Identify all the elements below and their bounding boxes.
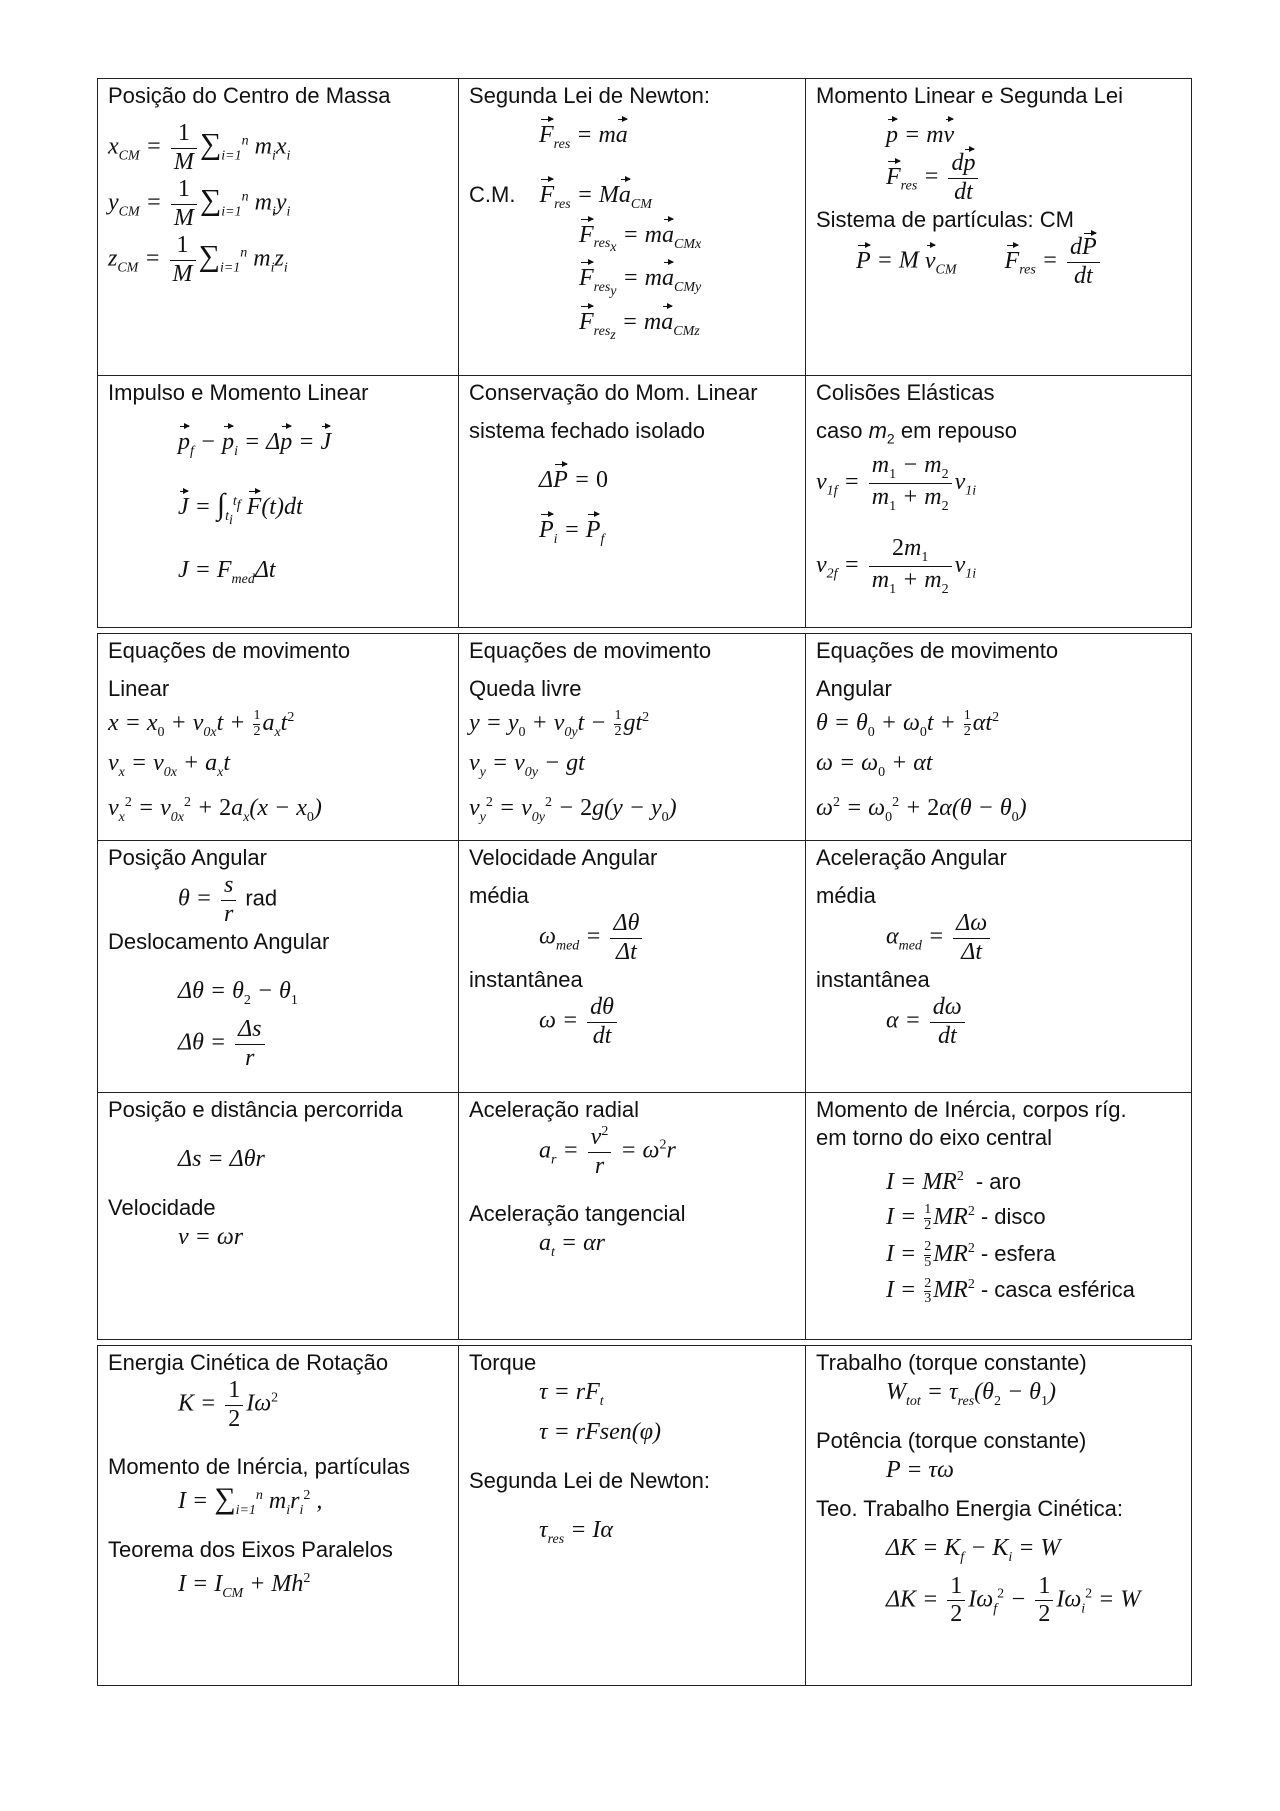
formula-ycm: $y_{CM}$ = $\frac{1}{M}$ $\sum_{i=1}^n$ $m_iy_i$: [108, 176, 291, 231]
formula-inertia-particles: $I = \sum_{i=1}^n$ $m_ir_i^2$ ,: [178, 1482, 323, 1518]
formula-alpha-avg: $\alpha_{med}$ = $\frac{\Delta\omega}{\Delta t}$: [886, 910, 1181, 966]
formula-torque-sen: τ = rFsen(φ): [539, 1418, 662, 1445]
cell-subtitle: sistema fechado isolado: [469, 418, 706, 443]
formula-impulse-integral: $J = \int_{t_i}^{t_f}$ F(t)dt: [178, 487, 303, 528]
formula-torque-rft: $\tau = rF_t$: [539, 1379, 604, 1409]
formula-delta-s: Δs = Δθr: [178, 1146, 265, 1172]
formula-fres-x: $F_{res_x} = ma_{CMx}$: [579, 221, 702, 256]
cell-title: Energia Cinética de Rotação: [108, 1350, 389, 1375]
cell-title: Equações de movimento: [816, 638, 1059, 663]
formula-delta-theta-s: Δθ = $\frac{\Delta s}{r}$: [178, 1016, 448, 1072]
formula-fres-y: $F_{res_y} = ma_{CMy}$: [579, 265, 702, 299]
cell-rotational-kinetic-energy: [98, 1346, 459, 1686]
cell-title: Aceleração Angular: [816, 845, 1007, 870]
formula-fres: $F_{res}$ = ma: [539, 122, 628, 152]
cell-subtitle: instantânea: [816, 967, 930, 993]
formula-zcm: $z_{CM}$ = $\frac{1}{M}$ $\sum_{i=1}^n$ $m_iz_i$: [108, 232, 288, 287]
formula-inertia-sphere: I = $\frac{2}{5}$ $MR^2$ - esfera: [886, 1238, 1056, 1270]
cell-linear-momentum: [806, 79, 1192, 376]
cell-subtitle: Segunda Lei de Newton:: [469, 1467, 710, 1493]
formula-at: $a_t = \alpha r$: [539, 1230, 606, 1260]
formula-kinetic-rotation: K = $\frac{1}{2}$ $I\omega^2$: [178, 1377, 279, 1432]
cell-angular-velocity: [459, 841, 806, 1093]
cell-title: Torque: [469, 1350, 537, 1375]
cell-subtitle: Teorema dos Eixos Paralelos: [108, 1536, 393, 1562]
cell-moment-of-inertia-bodies: [806, 1093, 1192, 1340]
cell-subtitle: Potência (torque constante): [816, 1427, 1087, 1453]
formula-delta-k: $\Delta K = K_f - K_i = W$: [886, 1534, 1061, 1565]
table-momentum: [97, 78, 1192, 628]
formula-power: P = τω: [886, 1456, 954, 1483]
formula-theta-s-r: θ = $\frac{s}{r}$ rad: [178, 872, 278, 927]
cell-title: Equações de movimento: [108, 638, 351, 663]
formula-v2f: $v_{2f}$ = $\frac{2m_1}{m_1 + m_2}$ $v_{1i}$: [816, 535, 977, 597]
cell-angular-motion: [806, 634, 1192, 841]
cell-newton-second-law: [459, 79, 806, 376]
cell-title: Posição Angular: [108, 845, 267, 870]
cell-title: Trabalho (torque constante): [816, 1350, 1087, 1375]
formula-fres-z: $F_{res_z} = ma_{CMz}$: [579, 308, 700, 343]
cell-center-of-mass: [98, 79, 459, 376]
formula-x-linear: $x = x_0 + v_{0x}t$ + $\frac{1}{2}$ $a_xt^2$: [108, 708, 295, 740]
cell-distance: [98, 1093, 459, 1340]
formula-p-mv: p = mv: [886, 122, 955, 148]
formula-y-freefall: $y = y_0 + v_{0y}t$ − $\frac{1}{2}$ $gt^2$: [469, 708, 650, 740]
formula-system-p: P = M $v_{CM}$ $F_{res}$ = $\frac{dP}{dt}$: [856, 234, 1181, 290]
formula-omega-avg: $\omega_{med}$ = $\frac{\Delta\theta}{\Delta t}$: [539, 910, 795, 966]
formula-delta-k-omega: ΔK = $\frac{1}{2}$ $I\omega_f^2$ − $\frac{1}{2}$ $I\omega_i^2 = W$: [886, 1572, 1141, 1628]
formula-inertia-shell: I = $\frac{2}{3}$ $MR^2$ - casca esférica: [886, 1275, 1135, 1307]
formula-vy2-freefall: $v_y^2 = v_{0y}^2 - 2g(y - y_0)$: [469, 794, 677, 825]
cell-title: Aceleração radial: [469, 1097, 639, 1122]
cell-work-power: [806, 1346, 1192, 1686]
formula-torque-ialpha: $\tau_{res} = I\alpha$: [539, 1516, 613, 1547]
cell-subtitle: Momento de Inércia, partículas: [108, 1454, 411, 1480]
cell-torque: [459, 1346, 806, 1686]
cell-momentum-conservation: [459, 376, 806, 628]
cell-subtitle: Teo. Trabalho Energia Cinética:: [816, 1495, 1123, 1521]
cell-angular-acceleration: [806, 841, 1192, 1093]
cell-subtitle: Deslocamento Angular: [108, 929, 330, 955]
formula-fres-cm: C.M. $F_{res} = Ma_{CM}$: [469, 181, 652, 212]
cell-title-line2: em torno do eixo central: [816, 1125, 1053, 1150]
formula-v1f: $v_{1f}$ = $\frac{m_1 - m_2}{m_1 + m_2}$ $v_{1i}$: [816, 452, 977, 515]
table-rotation-dynamics: [97, 1345, 1192, 1686]
cell-title: Equações de movimento: [469, 638, 712, 663]
formula-delta-theta: $\Delta\theta = \theta_2 - \theta_1$: [178, 978, 298, 1008]
cell-free-fall: [459, 634, 806, 841]
formula-work-torque: $W_{tot} = \tau_{res}(\theta_2 - \theta_1)$: [886, 1379, 1056, 1409]
cell-angular-position: [98, 841, 459, 1093]
cell-title: Segunda Lei de Newton:: [469, 83, 710, 108]
cell-subtitle: média: [816, 883, 876, 908]
formula-v-omega-r: v = ωr: [178, 1224, 244, 1250]
formula-omega-inst: ω = $\frac{d\theta}{dt}$: [539, 994, 795, 1050]
formula-impulse-delta-p: $p_f - p_i = \Delta p = J$: [178, 429, 332, 459]
cell-subtitle: Velocidade: [108, 1195, 216, 1220]
cell-title: Posição e distância percorrida: [108, 1097, 403, 1122]
cell-title: Conservação do Mom. Linear: [469, 380, 758, 405]
formula-inertia-ring: $I = MR^2$ - aro: [886, 1169, 1022, 1195]
cell-title: Momento Linear e Segunda Lei: [816, 83, 1123, 108]
formula-impulse-avg: $J = F_{med}\Delta t$: [178, 557, 276, 588]
cell-impulse: [98, 376, 459, 628]
cell-title: Posição do Centro de Massa: [108, 83, 391, 108]
formula-theta-angular: $\theta = \theta_0 + \omega_0t$ + $\frac{1}{2}$ $\alpha t^2$: [816, 708, 1000, 740]
formula-omega-angular: $\omega = \omega_0 + \alpha t$: [816, 749, 933, 780]
formula-alpha-inst: α = $\frac{d\omega}{dt}$: [886, 994, 1181, 1050]
formula-omega2-angular: $\omega^2 = \omega_0^2 + 2\alpha(\theta - \theta_0)$: [816, 794, 1027, 825]
cell-subtitle: caso $m_2$ em repouso: [816, 418, 1018, 447]
cell-subtitle: Angular: [816, 676, 892, 701]
formula-sheet: [97, 78, 1191, 1686]
cell-title: Momento de Inércia, corpos ríg.: [816, 1097, 1127, 1122]
cell-subtitle: média: [469, 883, 529, 908]
cell-subtitle: instantânea: [469, 967, 583, 993]
formula-vx-linear: $v_x = v_{0x} + a_xt$: [108, 749, 231, 780]
formula-ar: $a_r$ = $\frac{v^2}{r}$ = $\omega^2r$: [539, 1124, 676, 1179]
table-rotation-kinematics: [97, 633, 1192, 1340]
cell-elastic-collisions: [806, 376, 1192, 628]
cell-subtitle: Linear: [108, 676, 170, 701]
formula-vy-freefall: $v_y = v_{0y}$ − gt: [469, 749, 585, 780]
cell-title: Impulso e Momento Linear: [108, 380, 369, 405]
cell-subtitle: Sistema de partículas: CM: [816, 207, 1074, 233]
cell-linear-motion: [98, 634, 459, 841]
cell-radial-acceleration: [459, 1093, 806, 1340]
cell-title: Velocidade Angular: [469, 845, 658, 870]
cell-subtitle: Aceleração tangencial: [469, 1201, 686, 1227]
formula-vx2-linear: $v_x^2 = v_{0x}^2 + 2a_x(x - x_0)$: [108, 794, 322, 825]
formula-parallel-axis: $I = I_{CM} + Mh^2$: [178, 1570, 311, 1601]
formula-delta-p-zero: ΔP = 0: [539, 467, 608, 493]
formula-f-dpdt: $F_{res}$ = $\frac{dp}{dt}$: [886, 150, 1181, 206]
cell-subtitle: Queda livre: [469, 676, 582, 701]
formula-xcm: $x_{CM}$ = $\frac{1}{M}$ $\sum_{i=1}^n$ $m_ix_i$: [108, 120, 291, 175]
formula-pi-pf: $P_i = P_f$: [539, 517, 605, 547]
formula-inertia-disk: I = $\frac{1}{2}$ $MR^2$ - disco: [886, 1202, 1046, 1233]
cell-title: Colisões Elásticas: [816, 380, 995, 405]
